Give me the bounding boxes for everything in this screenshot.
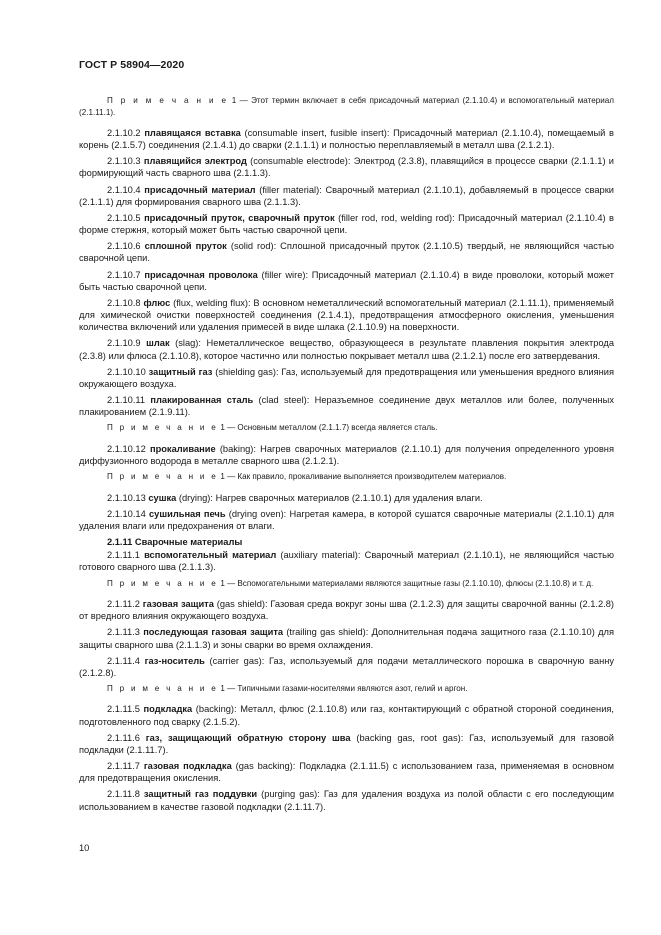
term-number: 2.1.11.3 <box>107 627 140 638</box>
term-name: газовая подкладка <box>143 761 232 772</box>
term-name: плавящаяся вставка <box>144 128 241 138</box>
term-name: газ-носитель <box>144 655 205 666</box>
term-number: 2.1.10.6 <box>107 241 141 252</box>
term-name: присадочный материал <box>144 184 256 195</box>
term-text: (filler wire): Присадочный материал (2.1.10.4) в виде проволоки, который может быть частью сварочной цепи. <box>79 269 614 292</box>
term-definition <box>79 269 614 293</box>
term-number: 2.1.10.11 <box>107 394 146 405</box>
note-text: 1 — Типичными газами-носителями являются азот, гелий и аргон. <box>220 683 468 693</box>
term-definition <box>79 508 614 532</box>
term-number: 2.1.10.10 <box>107 366 146 377</box>
term-text: (clad steel): Неразъемное соединение двух металлов или более, полученных плакированием (2.1.9.11). <box>79 394 614 418</box>
note <box>79 471 614 483</box>
term-text: (filler material): Сварочный материал (2.1.10.1), добавляемый в процессе сварки (2.1.1.1) для формирования сварного шва (2.1.1.3). <box>79 184 614 207</box>
term-text: (backing gas, root gas): Газ, используемый для газовой подкладки (2.1.11.7). <box>79 732 614 755</box>
term-text: (drying oven): Нагретая камера, в которой сушатся сварочные материалы (2.1.10.1) для удаления влаги или предохранения от влаги. <box>79 508 614 531</box>
term-definition <box>79 184 614 208</box>
note <box>79 95 614 118</box>
note-text: 1 — Как правило, прокаливание выполняется производителем материалов. <box>220 472 507 482</box>
term-name: газовая защита <box>142 599 214 610</box>
note-text: 1 — Вспомогательными материалами являются защитные газы (2.1.10.10), флюсы (2.1.10.8) и т. д. <box>220 578 594 588</box>
note-label: П р и м е ч а н и е <box>107 683 219 693</box>
term-name: плакированная сталь <box>150 394 254 405</box>
term-number: 2.1.10.2 <box>107 128 141 138</box>
term-text: (purging gas): Газ для удаления воздуха из полой области с его последующим использованием в качестве газовой подкладки (2.1.11.7). <box>79 789 614 812</box>
term-definition <box>79 598 614 622</box>
term-number: 2.1.11.1 <box>107 550 140 561</box>
term-definition <box>79 703 614 727</box>
term-number: 2.1.10.8 <box>107 297 141 308</box>
term-text: (gas shield): Газовая среда вокруг зоны шва (2.1.2.3) для защиты сварочной ванны (2.1.2.8) от вредного влияния окружающего воздуха. <box>79 599 614 622</box>
term-number: 2.1.11.7 <box>107 761 140 772</box>
term-definition <box>79 492 614 504</box>
term-definition <box>79 155 614 179</box>
term-text: (drying): Нагрев сварочных материалов (2.1.10.1) для удаления влаги. <box>178 492 483 503</box>
term-text: (consumable electrode): Электрод (2.3.8), плавящийся в процессе сварки (2.1.1.1) и формирующий часть сварного шва (2.1.1.3). <box>79 156 614 179</box>
term-name: подкладка <box>143 704 193 715</box>
note <box>79 422 614 434</box>
term-definition <box>79 240 614 264</box>
term-number: 2.1.11.5 <box>107 704 140 715</box>
document-body <box>79 92 614 817</box>
note-label: П р и м е ч а н и е <box>107 472 219 482</box>
term-text: (backing): Металл, флюс (2.1.10.8) или газ, контактирующий с обратной стороной соединения, подготовленного под сварку (2.1.5.2). <box>79 704 614 727</box>
term-definition <box>79 394 614 418</box>
note-text: 1 — Основным металлом (2.1.1.7) всегда является сталь. <box>220 423 438 433</box>
term-name: присадочная проволока <box>144 269 258 280</box>
term-name: последующая газовая защита <box>143 627 284 638</box>
section-heading: 2.1.11 Сварочные материалы <box>107 537 243 548</box>
term-definition <box>79 212 614 236</box>
note-text: 1 — Этот термин включает в себя присадочный материал (2.1.10.4) и вспомогательный материал (2.1.11.1). <box>79 96 614 117</box>
term-name: защитный газ поддувки <box>143 789 258 800</box>
note-label: П р и м е ч а н и е <box>107 96 229 105</box>
term-name: сушильная печь <box>149 508 226 519</box>
term-text: (baking): Нагрев сварочных материалов (2.1.10.1) для получения определенного уровня диффузионного водорода в металле сварного шва (2.1.2.1). <box>79 443 614 466</box>
term-text: (trailing gas shield): Дополнительная подача защитного газа (2.1.10.10) для защиты сварного шва (2.1.1.3) и зоны сварки во время охлаждения. <box>79 627 614 650</box>
term-text: (carrier gas): Газ, используемый для подачи металлического порошка в сварочную ванну (2.1.2.8). <box>79 655 614 678</box>
term-text: (consumable insert, fusible insert): Присадочный материал (2.1.10.4), помещаемый в корень (2.1.5.7) соединения (2.1.4.1) до сварки (2.1.1.1) и полностью переплавляемый в металл шва (2.1.2.1). <box>79 128 614 151</box>
term-definition <box>79 297 614 333</box>
term-name: газ, защищающий обратную сторону шва <box>145 732 351 743</box>
term-definition <box>79 337 614 361</box>
term-number: 2.1.10.14 <box>107 508 146 519</box>
page-number: 10 <box>79 843 90 853</box>
note <box>79 683 614 695</box>
note <box>79 578 614 590</box>
term-text: (auxiliary material): Сварочный материал (2.1.10.1), не являющийся частью готового сварного шва (2.1.1.3). <box>79 550 614 573</box>
term-number: 2.1.10.3 <box>107 156 141 167</box>
term-definition <box>79 760 614 784</box>
term-text: (shielding gas): Газ, используемый для предотвращения или уменьшения вредного влияния окружающего воздуха. <box>79 366 614 389</box>
term-text: (gas backing): Подкладка (2.1.11.5) с использованием газа, применяемая в основном для предотвращения окисления. <box>79 761 614 784</box>
term-text: (filler rod, rod, welding rod): Присадочный материал (2.1.10.4) в форме стержня, который может быть частью сварочной цепи. <box>79 212 614 236</box>
term-definition <box>79 626 614 650</box>
term-definition <box>79 732 614 756</box>
term-name: флюс <box>143 297 171 308</box>
term-text: (flux, welding flux): В основном неметаллический вспомогательный материал (2.1.11.1), применяемый для химической очистки поверхностей соединения (2.1.4.1), предотвращения атмосферного окисления, уменьшения количества включений или удаления примесей в виде шлака (2.1.10.9) на поверхности. <box>79 297 614 333</box>
term-name: вспомогательный материал <box>144 550 277 561</box>
term-name: плавящийся электрод <box>143 156 247 167</box>
document-header: ГОСТ Р 58904—2020 <box>79 59 185 71</box>
term-number: 2.1.10.4 <box>107 184 141 195</box>
term-name: сушка <box>148 492 177 503</box>
term-number: 2.1.11.8 <box>107 789 140 800</box>
term-name: присадочный пруток, сварочный пруток <box>144 212 335 223</box>
term-definition <box>79 788 614 812</box>
term-number: 2.1.11.4 <box>107 655 140 666</box>
term-definition <box>79 443 614 467</box>
note-label: П р и м е ч а н и е <box>107 578 219 588</box>
term-text: (solid rod): Сплошной присадочный пруток (2.1.10.5) твердый, не являющийся частью сварочной цепи. <box>79 241 614 264</box>
term-number: 2.1.10.9 <box>107 338 141 349</box>
term-name: прокаливание <box>149 443 216 454</box>
term-number: 2.1.10.12 <box>107 443 146 454</box>
term-definition <box>79 655 614 679</box>
term-name: защитный газ <box>148 366 213 377</box>
note-label: П р и м е ч а н и е <box>107 423 219 433</box>
term-definition <box>79 366 614 390</box>
term-number: 2.1.10.5 <box>107 212 141 223</box>
term-definition <box>79 549 614 573</box>
term-number: 2.1.11.6 <box>107 732 140 743</box>
term-definition <box>79 127 614 151</box>
term-text: (slag): Неметаллическое вещество, образующееся в результате плавления покрытия электрода (2.3.8) или флюса (2.1.10.8), которое частично или полностью покрывает металл шва (2.1.2.1) после его затвердевания. <box>79 338 614 361</box>
term-number: 2.1.10.7 <box>107 269 141 280</box>
term-name: сплошной пруток <box>144 241 227 252</box>
term-name: шлак <box>146 338 170 349</box>
term-number: 2.1.11.2 <box>107 599 140 610</box>
term-number: 2.1.10.13 <box>107 492 146 503</box>
